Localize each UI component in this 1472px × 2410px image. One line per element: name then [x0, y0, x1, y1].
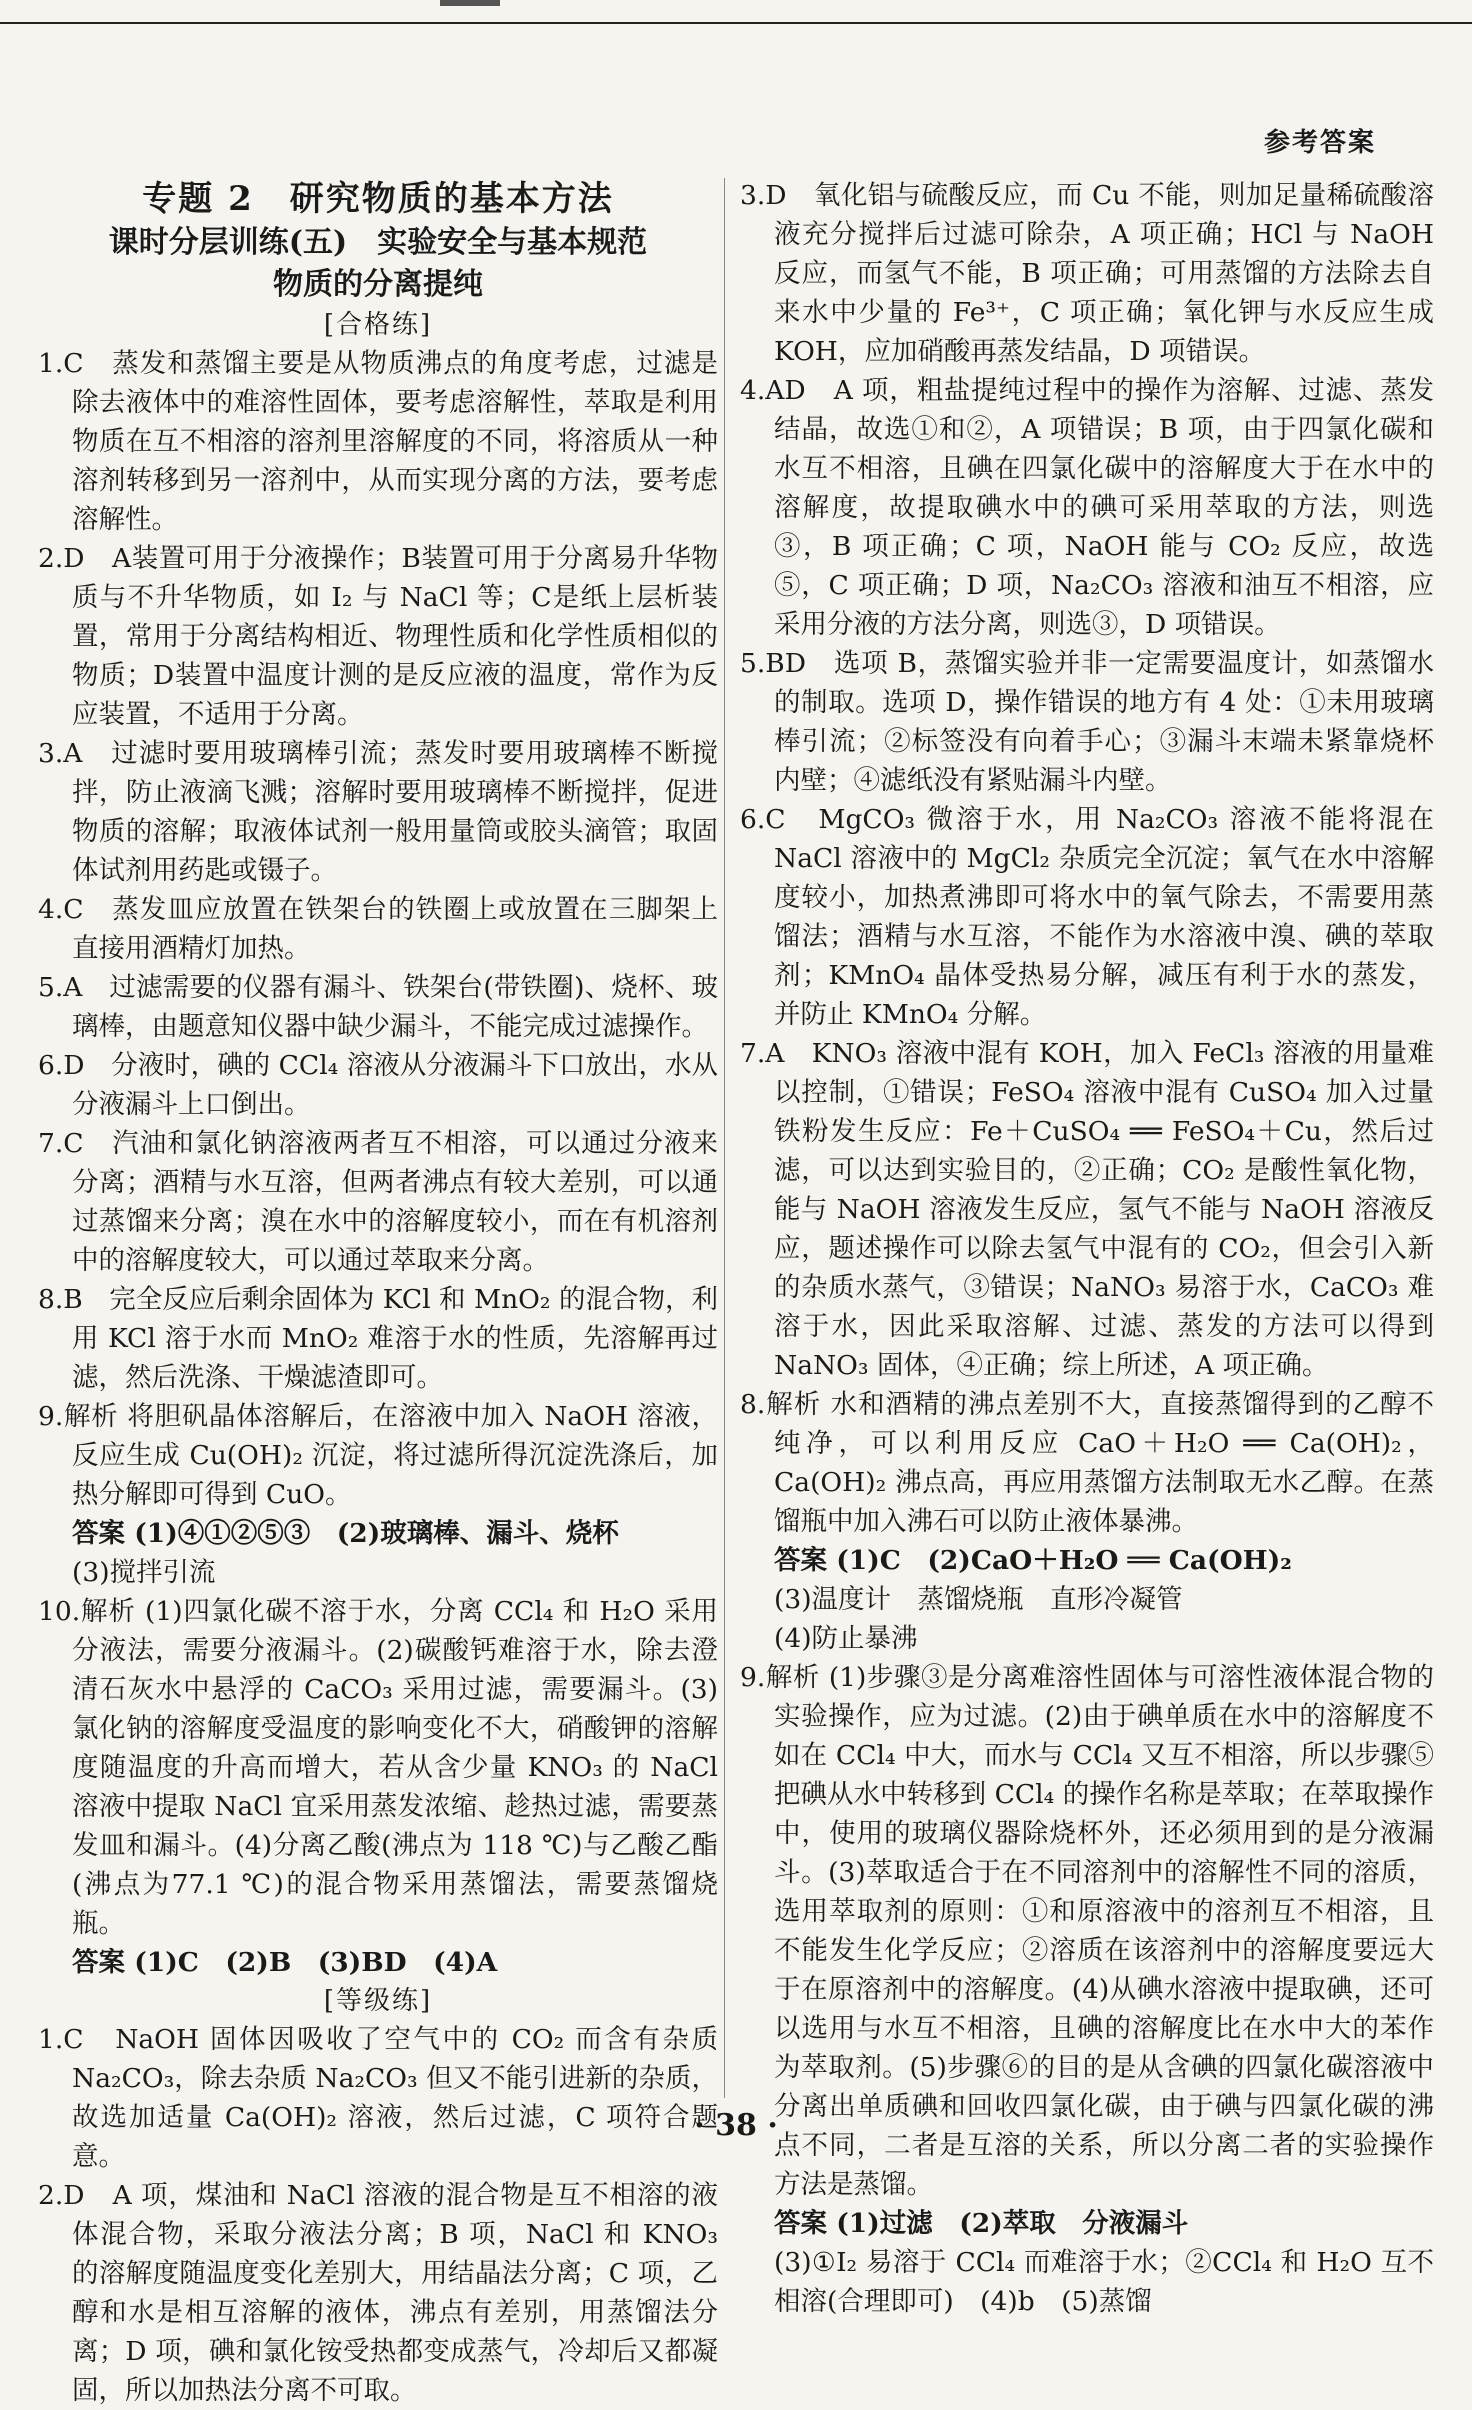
answer-item: 9.解析 (1)步骤③是分离难溶性固体与可溶性液体混合物的实验操作，应为过滤。(2)由于碘单质在水中的溶解度不如在 CCl₄ 中大，而水与 CCl₄ 又互不相溶，所以步骤⑤把碘从水中转移到 CCl₄ 的操作名称是萃取；在萃取操作中，使用的玻璃仪器除烧杯外，还必须用到的是分液漏斗。(3)萃取适合于在不同溶剂中的溶解性不同的溶质，选用萃取剂的原则：①和原溶液中的溶剂互不相溶，且不能发生化学反应；②溶质在该溶剂中的溶解度要远大于在原溶剂中的溶解度。(4)从碘水溶液中提取碘，还可以选用与水互不相溶，且碘的溶解度比在水中大的苯作为萃取剂。(5)步骤⑥的目的是从含碘的四氯化碳溶液中分离出单质碘和回收四氯化碳，由于碘与四氯化碳的沸点不同，二者是互溶的关系，所以分离二者的实验操作方法是蒸馏。: [740, 1662, 1434, 2200]
answer-item: 6.C MgCO₃ 微溶于水，用 Na₂CO₃ 溶液不能将混在 NaCl 溶液中的 MgCl₂ 杂质完全沉淀；氧气在水中溶解度较小，加热煮沸即可将水中的氧气除去，不需要用蒸馏法；酒精与水互溶，不能作为水溶液中溴、碘的萃取剂；KMnO₄ 晶体受热易分解，减压有利于水的蒸发，并防止 KMnO₄ 分解。: [740, 804, 1434, 1030]
answer-line: (3)温度计 蒸馏烧瓶 直形冷凝管: [774, 1584, 1183, 1615]
answer-line: 答案 (1)C (2)CaO＋H₂O ══ Ca(OH)₂: [774, 1545, 1292, 1576]
answer-item: 4.C 蒸发皿应放置在铁架台的铁圈上或放置在三脚架上直接用酒精灯加热。: [38, 894, 718, 964]
answer-item: 7.A KNO₃ 溶液中混有 KOH，加入 FeCl₃ 溶液的用量难以控制，①错误；FeSO₄ 溶液中混有 CuSO₄ 加入过量铁粉发生反应：Fe＋CuSO₄ ══ FeSO₄＋Cu，然后过滤，可以达到实验目的，②正确；CO₂ 是酸性氧化物，能与 NaOH 溶液发生反应，氢气不能与 NaOH 溶液反应，题述操作可以除去氢气中混有的 CO₂，但会引入新的杂质水蒸气，③错误；NaNO₃ 易溶于水，CaCO₃ 难溶于水，因此采取溶解、过滤、蒸发的方法可以得到 NaNO₃ 固体，④正确；综上所述，A 项正确。: [740, 1038, 1434, 1381]
page-number: · 38 ·: [694, 2108, 778, 2143]
answer-item: 2.D A 项，煤油和 NaCl 溶液的混合物是互不相溶的液体混合物，采取分液法分离；B 项，NaCl 和 KNO₃ 的溶解度随温度变化差别大，用结晶法分离；C 项，乙醇和水是相互溶解的液体，沸点有差别，用蒸馏法分离；D 项，碘和氯化铵受热都变成蒸气，冷却后又都凝固，所以加热法分离不可取。: [38, 2180, 718, 2406]
answer-line: 答案 (1)C (2)B (3)BD (4)A: [72, 1947, 498, 1978]
answer-item: 8.B 完全反应后剩余固体为 KCl 和 MnO₂ 的混合物，利用 KCl 溶于水而 MnO₂ 难溶于水的性质，先溶解再过滤，然后洗涤、干燥滤渣即可。: [38, 1284, 718, 1393]
answer-item: 2.D A装置可用于分液操作；B装置可用于分离易升华物质与不升华物质，如 I₂ 与 NaCl 等；C是纸上层析装置，常用于分离结构相近、物理性质和化学性质相似的物质；D装置中温度计测的是反应液的温度，常作为反应装置，不适用于分离。: [38, 543, 718, 730]
answer-line: 答案 (1)过滤 (2)萃取 分液漏斗: [774, 2208, 1189, 2239]
chapter-title: 专题 2 研究物质的基本方法: [142, 179, 614, 219]
top-rule: [0, 22, 1472, 24]
answer-line: (3)①I₂ 易溶于 CCl₄ 而难溶于水；②CCl₄ 和 H₂O 互不相溶(合理即可) (4)b (5)蒸馏: [774, 2247, 1434, 2317]
answer-item: 3.D 氧化铝与硫酸反应，而 Cu 不能，则加足量稀硫酸溶液充分搅拌后过滤可除杂，A 项正确；HCl 与 NaOH 反应，而氢气不能，B 项正确；可用蒸馏的方法除去自来水中少量的 Fe³⁺，C 项正确；氧化钾与水反应生成 KOH，应加硝酸再蒸发结晶，D 项错误。: [740, 180, 1434, 367]
answer-item: 4.AD A 项，粗盐提纯过程中的操作为溶解、过滤、蒸发结晶，故选①和②，A 项错误；B 项，由于四氯化碳和水互不相溶，且碘在四氯化碳中的溶解度大于在水中的溶解度，故提取碘水中的碘可采用萃取的方法，则选③，B 项正确；C 项，NaOH 能与 CO₂ 反应，故选⑤，C 项正确；D 项，Na₂CO₃ 溶液和油互不相溶，应采用分液的方法分离，则选③，D 项错误。: [740, 375, 1434, 640]
answer-item: 5.A 过滤需要的仪器有漏斗、铁架台(带铁圈)、烧杯、玻璃棒，由题意知仪器中缺少漏斗，不能完成过滤操作。: [38, 972, 718, 1042]
answer-line: (4)防止暴沸: [774, 1623, 918, 1654]
left-column: [38, 176, 718, 2410]
answer-item: 5.BD 选项 B，蒸馏实验并非一定需要温度计，如蒸馏水的制取。选项 D，操作错误的地方有 4 处：①未用玻璃棒引流；②标签没有向着手心；③漏斗末端未紧靠烧杯内壁；④滤纸没有紧贴漏斗内壁。: [740, 648, 1434, 796]
section-advanced: [等级练]: [323, 1986, 433, 2016]
answer-line: 答案 (1)④①②⑤③ (2)玻璃棒、漏斗、烧杯: [72, 1518, 619, 1549]
section-basic: [合格练]: [323, 310, 433, 340]
answer-item: 9.解析 将胆矾晶体溶解后，在溶液中加入 NaOH 溶液，反应生成 Cu(OH)₂ 沉淀，将过滤所得沉淀洗涤后，加热分解即可得到 CuO。: [38, 1401, 718, 1510]
page-header: 参考答案: [1263, 128, 1376, 158]
answer-item: 3.A 过滤时要用玻璃棒引流；蒸发时要用玻璃棒不断搅拌，防止液滴飞溅；溶解时要用玻璃棒不断搅拌，促进物质的溶解；取液体试剂一般用量筒或胶头滴管；取固体试剂用药匙或镊子。: [38, 738, 718, 886]
answer-line: (3)搅拌引流: [72, 1557, 216, 1588]
lesson-title: 课时分层训练(五) 实验安全与基本规范: [108, 225, 648, 260]
right-column: [740, 176, 1434, 2321]
answer-item: 1.C NaOH 固体因吸收了空气中的 CO₂ 而含有杂质 Na₂CO₃，除去杂质 Na₂CO₃ 但又不能引进新的杂质，故选加适量 Ca(OH)₂ 溶液，然后过滤，C 项符合题意。: [38, 2024, 718, 2172]
answer-item: 7.C 汽油和氯化钠溶液两者互不相溶，可以通过分液来分离；酒精与水互溶，但两者沸点有较大差别，可以通过蒸馏来分离；溴在水中的溶解度较小，而在有机溶剂中的溶解度较大，可以通过萃取来分离。: [38, 1128, 718, 1276]
answer-item: 6.D 分液时，碘的 CCl₄ 溶液从分液漏斗下口放出，水从分液漏斗上口倒出。: [38, 1050, 718, 1120]
answer-item: 10.解析 (1)四氯化碳不溶于水，分离 CCl₄ 和 H₂O 采用分液法，需要分液漏斗。(2)碳酸钙难溶于水，除去澄清石灰水中悬浮的 CaCO₃ 采用过滤，需要漏斗。(3)氯化钠的溶解度受温度的影响变化不大，硝酸钾的溶解度随温度的升高而增大，若从含少量 KNO₃ 的 NaCl 溶液中提取 NaCl 宜采用蒸发浓缩、趁热过滤，需要蒸发皿和漏斗。(4)分离乙酸(沸点为 118 ℃)与乙酸乙酯(沸点为77.1 ℃)的混合物采用蒸馏法，需要蒸馏烧瓶。: [38, 1596, 718, 1939]
lesson-subtitle: 物质的分离提纯: [273, 267, 483, 302]
answer-item: 1.C 蒸发和蒸馏主要是从物质沸点的角度考虑，过滤是除去液体中的难溶性固体，要考虑溶解性，萃取是利用物质在互不相溶的溶剂里溶解度的不同，将溶质从一种溶剂转移到另一溶剂中，从而实现分离的方法，要考虑溶解性。: [38, 348, 718, 535]
answer-item: 8.解析 水和酒精的沸点差别不大，直接蒸馏得到的乙醇不纯净，可以利用反应 CaO＋H₂O ══ Ca(OH)₂，Ca(OH)₂ 沸点高，再应用蒸馏方法制取无水乙醇。在蒸馏瓶中加入沸石可以防止液体暴沸。: [740, 1389, 1434, 1537]
column-divider: [724, 178, 725, 2098]
top-mark: [440, 0, 500, 6]
